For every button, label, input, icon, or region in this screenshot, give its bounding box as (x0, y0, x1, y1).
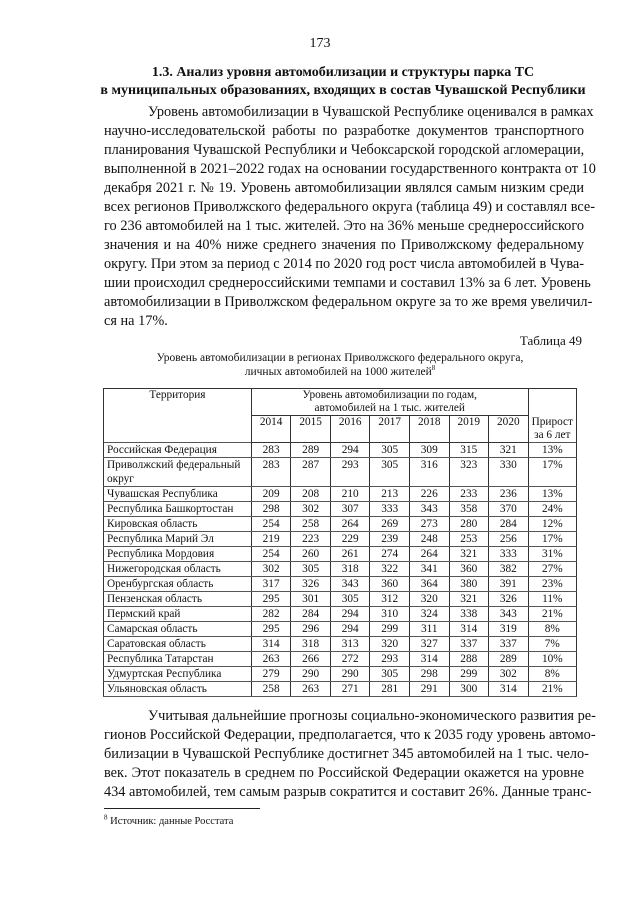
cell-territory: Республика Башкортостан (104, 502, 252, 517)
table-row (104, 517, 577, 532)
cell-growth: 27% (528, 562, 576, 577)
table-row (104, 443, 577, 458)
col-territory: Территория (104, 389, 252, 443)
paragraph-forecast (104, 707, 596, 802)
col-year: 2015 (291, 416, 331, 443)
text-line: автомобилизации в Приволжском федеральном округе за то же время увеличил- (104, 294, 593, 310)
cell-territory: Пензенская область (104, 592, 252, 607)
cell-value: 312 (370, 592, 410, 607)
cell-territory: Нижегородская область (104, 562, 252, 577)
cell-value: 298 (409, 667, 449, 682)
cell-value: 305 (291, 562, 331, 577)
footnote-ref: 8 (431, 364, 436, 373)
cell-growth: 12% (528, 517, 576, 532)
cell-value: 337 (489, 637, 529, 652)
cell-territory: Удмуртская Республика (104, 667, 252, 682)
cell-value: 261 (330, 547, 370, 562)
cell-value: 305 (370, 667, 410, 682)
cell-value: 327 (409, 637, 449, 652)
col-year: 2018 (409, 416, 449, 443)
cell-value: 289 (291, 443, 331, 458)
cell-value: 321 (489, 443, 529, 458)
cell-value: 343 (409, 502, 449, 517)
cell-value: 248 (409, 532, 449, 547)
text-line: го 236 автомобилей на 1 тыс. жителей. Это на 36% меньше среднероссийского (104, 218, 584, 234)
table-row (104, 487, 577, 502)
cell-value: 264 (330, 517, 370, 532)
cell-value: 382 (489, 562, 529, 577)
cell-value: 358 (449, 502, 489, 517)
cell-value: 282 (251, 607, 291, 622)
cell-value: 305 (370, 443, 410, 458)
cell-value: 322 (370, 562, 410, 577)
cell-value: 320 (370, 637, 410, 652)
cell-growth: 17% (528, 458, 576, 487)
cell-value: 360 (449, 562, 489, 577)
cell-value: 293 (370, 652, 410, 667)
cell-value: 320 (409, 592, 449, 607)
table-row (104, 458, 577, 487)
cell-value: 333 (370, 502, 410, 517)
cell-value: 299 (370, 622, 410, 637)
cell-value: 317 (251, 577, 291, 592)
cell-value: 314 (251, 637, 291, 652)
text-line: гионов Российской Федерации, предполагается, что к 2035 году уровень автомо- (104, 727, 596, 743)
text-line: всех регионов Приволжского федерального округа (таблица 49) и составлял все- (104, 199, 596, 215)
col-year: 2016 (330, 416, 370, 443)
cell-value: 294 (330, 622, 370, 637)
cell-value: 295 (251, 592, 291, 607)
cell-value: 323 (449, 458, 489, 487)
text-line: билизации в Чувашской Республике достигнет 345 автомобилей на 1 тыс. чело- (104, 746, 589, 762)
cell-territory: Ульяновская область (104, 682, 252, 697)
table-row (104, 637, 577, 652)
cell-territory: Пермский край (104, 607, 252, 622)
cell-value: 208 (291, 487, 331, 502)
cell-growth: 13% (528, 443, 576, 458)
cell-growth: 24% (528, 502, 576, 517)
cell-territory: Российская Федерация (104, 443, 252, 458)
cell-growth: 10% (528, 652, 576, 667)
cell-value: 321 (449, 547, 489, 562)
col-growth: Прирост за 6 лет (528, 389, 576, 443)
text-line: планирования Чувашской Республики и Чебоксарской городской агломерации, (104, 142, 585, 158)
cell-value: 302 (489, 667, 529, 682)
cell-growth: 21% (528, 682, 576, 697)
cell-territory: Оренбургская область (104, 577, 252, 592)
text-line: век. Этот показатель в среднем по Российской Федерации окажется на уровне (104, 765, 584, 781)
caption-line-1: Уровень автомобилизации в регионах Приволжского федерального округа, (156, 352, 524, 364)
table-row (104, 547, 577, 562)
col-group-header: Уровень автомобилизации по годам, автомобилей на 1 тыс. жителей (251, 389, 528, 416)
cell-value: 326 (291, 577, 331, 592)
cell-value: 314 (449, 622, 489, 637)
table-row (104, 577, 577, 592)
cell-value: 294 (330, 607, 370, 622)
cell-growth: 23% (528, 577, 576, 592)
cell-value: 302 (251, 562, 291, 577)
cell-value: 316 (409, 458, 449, 487)
cell-value: 264 (409, 547, 449, 562)
cell-value: 318 (291, 637, 331, 652)
cell-value: 274 (370, 547, 410, 562)
cell-value: 314 (489, 682, 529, 697)
col-year: 2017 (370, 416, 410, 443)
caption-line-2: личных автомобилей на 1000 жителей (244, 366, 432, 378)
text-line: ся на 17%. (104, 313, 168, 329)
cell-territory: Приволжский федеральный округ (104, 458, 252, 487)
footnote-divider (104, 808, 260, 809)
cell-value: 294 (330, 443, 370, 458)
cell-value: 310 (370, 607, 410, 622)
cell-value: 253 (449, 532, 489, 547)
text-line: Уровень автомобилизации в Чувашской Республике оценивался в рамках (148, 104, 594, 120)
cell-value: 364 (409, 577, 449, 592)
cell-value: 213 (370, 487, 410, 502)
section-heading-line-2: в муниципальных образованиях, входящих в состав Чувашской Республики (100, 83, 586, 98)
cell-growth: 7% (528, 637, 576, 652)
cell-value: 226 (409, 487, 449, 502)
cell-value: 254 (251, 517, 291, 532)
cell-value: 272 (330, 652, 370, 667)
cell-value: 269 (370, 517, 410, 532)
cell-value: 219 (251, 532, 291, 547)
cell-value: 333 (489, 547, 529, 562)
cell-value: 263 (251, 652, 291, 667)
table-row (104, 592, 577, 607)
cell-value: 236 (489, 487, 529, 502)
cell-growth: 17% (528, 532, 576, 547)
cell-value: 288 (449, 652, 489, 667)
text-line: шии происходил среднероссийскими темпами и составил 13% за 6 лет. Уровень (104, 275, 591, 291)
cell-value: 380 (449, 577, 489, 592)
cell-value: 307 (330, 502, 370, 517)
cell-territory: Республика Марий Эл (104, 532, 252, 547)
col-year: 2019 (449, 416, 489, 443)
cell-value: 296 (291, 622, 331, 637)
text-line: Учитывая дальнейшие прогнозы социально-экономического развития ре- (148, 708, 596, 724)
cell-value: 305 (370, 458, 410, 487)
cell-value: 311 (409, 622, 449, 637)
cell-value: 223 (291, 532, 331, 547)
table-row (104, 607, 577, 622)
section-heading-line-1: 1.3. Анализ уровня автомобилизации и структуры парка ТС (151, 65, 535, 80)
cell-value: 258 (291, 517, 331, 532)
cell-value: 391 (489, 577, 529, 592)
cell-value: 283 (251, 443, 291, 458)
table-row (104, 622, 577, 637)
cell-territory: Самарская область (104, 622, 252, 637)
cell-value: 209 (251, 487, 291, 502)
text-line: декабря 2021 г. № 19. Уровень автомобилизации являлся самым низким среди (104, 180, 584, 196)
cell-growth: 8% (528, 622, 576, 637)
text-line: значения и на 40% ниже среднего значения по Приволжскому федеральному (104, 237, 584, 253)
text-line: 434 автомобилей, тем самым разрыв сократится и составит 26%. Данные транс- (104, 784, 592, 800)
table-row (104, 502, 577, 517)
cell-value: 301 (291, 592, 331, 607)
page-number: 173 (309, 36, 331, 51)
cell-value: 271 (330, 682, 370, 697)
cell-value: 239 (370, 532, 410, 547)
table-row (104, 682, 577, 697)
cell-territory: Республика Мордовия (104, 547, 252, 562)
cell-value: 266 (291, 652, 331, 667)
motorization-table (103, 388, 577, 697)
cell-territory: Республика Татарстан (104, 652, 252, 667)
table-row (104, 532, 577, 547)
cell-value: 337 (449, 637, 489, 652)
col-year: 2020 (489, 416, 529, 443)
cell-value: 315 (449, 443, 489, 458)
cell-value: 283 (251, 458, 291, 487)
table-row (104, 562, 577, 577)
cell-value: 273 (409, 517, 449, 532)
table-row (104, 667, 577, 682)
text-line: выполненной в 2021–2022 годах на основании государственного контракта от 10 (104, 161, 596, 177)
cell-value: 295 (251, 622, 291, 637)
cell-value: 326 (489, 592, 529, 607)
cell-value: 290 (291, 667, 331, 682)
cell-value: 291 (409, 682, 449, 697)
table-row (104, 652, 577, 667)
cell-value: 254 (251, 547, 291, 562)
cell-value: 287 (291, 458, 331, 487)
cell-value: 284 (489, 517, 529, 532)
cell-value: 321 (449, 592, 489, 607)
cell-growth: 11% (528, 592, 576, 607)
cell-value: 260 (291, 547, 331, 562)
cell-value: 258 (251, 682, 291, 697)
cell-value: 229 (330, 532, 370, 547)
cell-territory: Чувашская Республика (104, 487, 252, 502)
table-number: Таблица 49 (519, 333, 582, 348)
cell-value: 256 (489, 532, 529, 547)
text-line: научно-исследовательской работы по разработке документов транспортного (104, 123, 584, 139)
cell-value: 298 (251, 502, 291, 517)
cell-value: 280 (449, 517, 489, 532)
table-caption (100, 351, 580, 379)
cell-value: 233 (449, 487, 489, 502)
cell-growth: 21% (528, 607, 576, 622)
cell-territory: Кировская область (104, 517, 252, 532)
cell-value: 293 (330, 458, 370, 487)
cell-value: 299 (449, 667, 489, 682)
cell-value: 290 (330, 667, 370, 682)
cell-value: 338 (449, 607, 489, 622)
cell-value: 343 (489, 607, 529, 622)
cell-value: 305 (330, 592, 370, 607)
cell-value: 318 (330, 562, 370, 577)
cell-value: 279 (251, 667, 291, 682)
cell-value: 263 (291, 682, 331, 697)
cell-value: 313 (330, 637, 370, 652)
cell-growth: 8% (528, 667, 576, 682)
cell-value: 341 (409, 562, 449, 577)
cell-value: 343 (330, 577, 370, 592)
cell-value: 289 (489, 652, 529, 667)
cell-value: 314 (409, 652, 449, 667)
cell-value: 210 (330, 487, 370, 502)
cell-value: 302 (291, 502, 331, 517)
cell-growth: 13% (528, 487, 576, 502)
cell-value: 360 (370, 577, 410, 592)
cell-value: 284 (291, 607, 331, 622)
cell-value: 300 (449, 682, 489, 697)
cell-value: 281 (370, 682, 410, 697)
col-year: 2014 (251, 416, 291, 443)
cell-territory: Саратовская область (104, 637, 252, 652)
cell-value: 330 (489, 458, 529, 487)
footnote: $^8$ Источник: данные Росстата (104, 813, 234, 827)
paragraph-intro (104, 103, 596, 331)
text-line: округу. При этом за период с 2014 по 2020 год рост числа автомобилей в Чува- (104, 256, 584, 272)
cell-value: 319 (489, 622, 529, 637)
cell-value: 370 (489, 502, 529, 517)
cell-growth: 31% (528, 547, 576, 562)
cell-value: 324 (409, 607, 449, 622)
cell-value: 309 (409, 443, 449, 458)
